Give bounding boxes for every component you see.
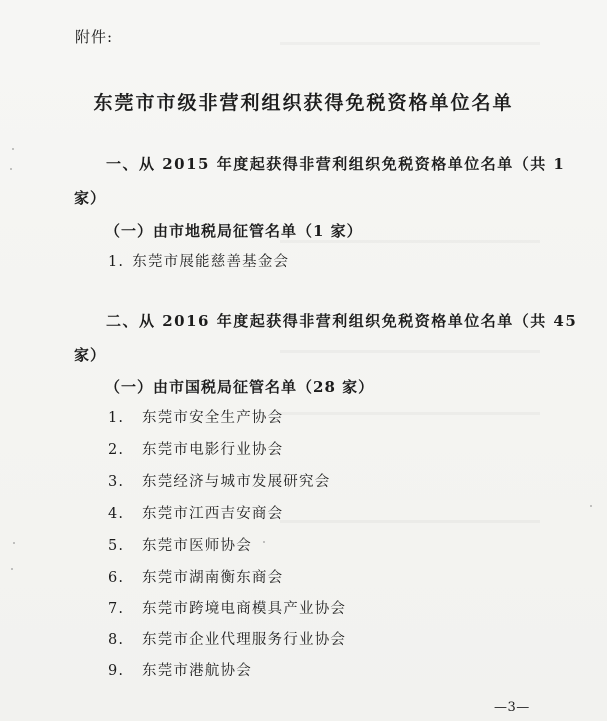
scan-bleed bbox=[280, 42, 540, 45]
item-name: 东莞市港航协会 bbox=[142, 663, 252, 679]
document-title: 东莞市市级非营利组织获得免税资格单位名单 bbox=[93, 92, 514, 114]
page-number: —3— bbox=[494, 700, 530, 715]
item-name: 东莞经济与城市发展研究会 bbox=[142, 474, 331, 490]
list-item bbox=[108, 438, 283, 459]
item-name: 东莞市跨境电商模具产业协会 bbox=[142, 601, 347, 617]
section2-subheading: （一）由市国税局征管名单（28 家） bbox=[105, 378, 375, 396]
section2-heading: 二、从 2016 年度起获得非营利组织免税资格单位名单（共 45 bbox=[106, 312, 578, 330]
item-number: 6. bbox=[108, 570, 125, 586]
list-item bbox=[108, 470, 330, 491]
list-item bbox=[108, 502, 283, 523]
scan-speck bbox=[11, 568, 13, 570]
list-item bbox=[108, 534, 252, 555]
item-number: 4. bbox=[108, 506, 125, 522]
item-number: 1. bbox=[108, 410, 125, 426]
item-number: 2. bbox=[108, 442, 125, 458]
item-number: 7. bbox=[108, 601, 125, 617]
item-number: 8. bbox=[108, 632, 125, 648]
item-name: 东莞市企业代理服务行业协会 bbox=[142, 632, 347, 648]
section1-heading-continued: 家） bbox=[74, 189, 107, 207]
scan-speck bbox=[12, 148, 14, 150]
item-number: 9. bbox=[108, 663, 125, 679]
scan-speck bbox=[13, 542, 15, 544]
item-name: 东莞市医师协会 bbox=[142, 538, 252, 554]
item-number: 5. bbox=[108, 538, 125, 554]
section2-heading-continued: 家） bbox=[74, 346, 107, 364]
list-item bbox=[108, 597, 346, 618]
item-number: 1. bbox=[108, 254, 125, 270]
attachment-label: 附件: bbox=[75, 28, 114, 46]
list-item bbox=[108, 566, 283, 587]
list-item bbox=[108, 659, 252, 680]
scan-speck bbox=[10, 168, 12, 170]
item-name: 东莞市湖南衡东商会 bbox=[142, 570, 284, 586]
list-item bbox=[108, 406, 283, 427]
item-name: 东莞市安全生产协会 bbox=[142, 410, 284, 426]
scan-bleed bbox=[280, 412, 540, 415]
item-name: 东莞市展能慈善基金会 bbox=[132, 254, 290, 270]
scan-bleed bbox=[280, 350, 540, 353]
section1-heading: 一、从 2015 年度起获得非营利组织免税资格单位名单（共 1 bbox=[106, 155, 566, 173]
scan-bleed bbox=[280, 520, 540, 523]
section1-subheading: （一）由市地税局征管名单（1 家） bbox=[105, 222, 363, 240]
list-item bbox=[108, 628, 346, 649]
item-name: 东莞市电影行业协会 bbox=[142, 442, 284, 458]
scan-speck bbox=[263, 541, 265, 543]
item-name: 东莞市江西吉安商会 bbox=[142, 506, 284, 522]
item-number: 3. bbox=[108, 474, 125, 490]
scan-speck bbox=[590, 505, 592, 507]
list-item bbox=[108, 250, 289, 271]
